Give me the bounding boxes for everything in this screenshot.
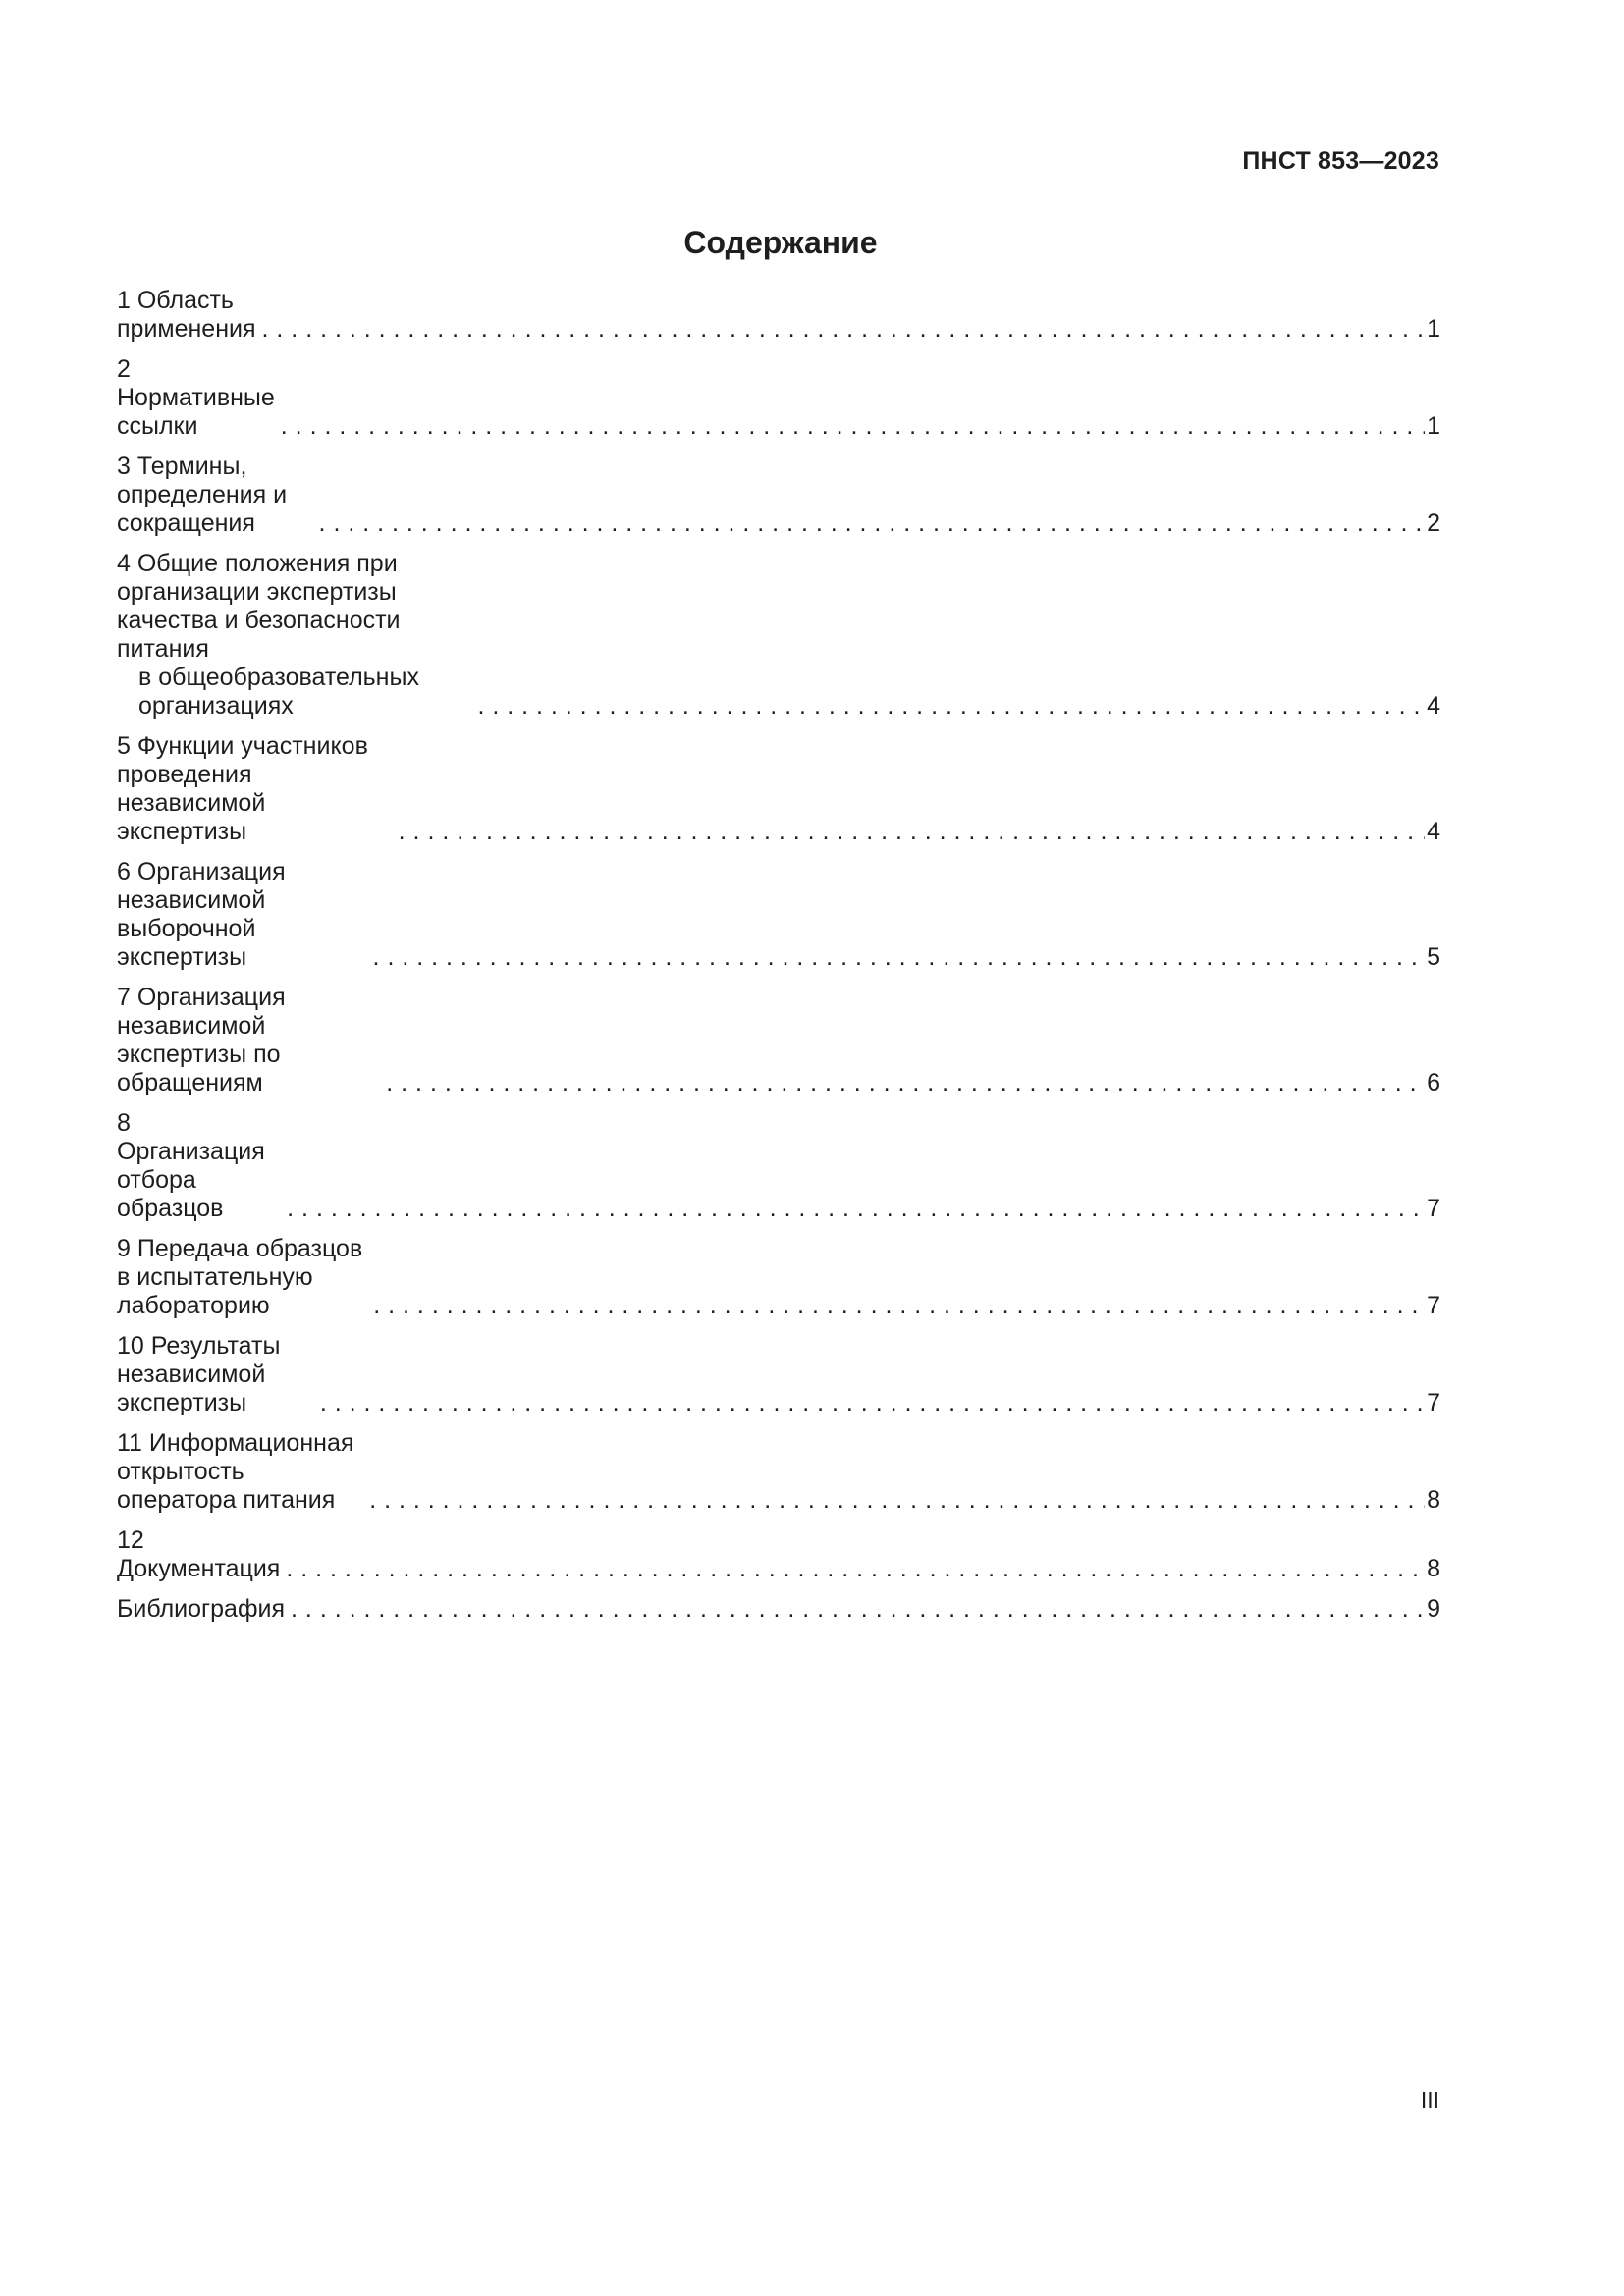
dot-leader <box>369 1486 1425 1515</box>
table-of-contents <box>117 287 1440 1635</box>
dot-leader <box>286 1555 1425 1583</box>
toc-entry-page: 9 <box>1427 1595 1440 1623</box>
toc-entry-text <box>117 550 471 721</box>
toc-entry-page: 6 <box>1427 1069 1440 1096</box>
document-code: ПНСТ 853—2023 <box>1242 147 1439 175</box>
toc-entry-scope[interactable] <box>117 287 1440 344</box>
toc-entry-sample-transfer[interactable] <box>117 1235 1440 1320</box>
page-number: III <box>1420 2087 1439 2112</box>
toc-entry-page: 4 <box>1427 692 1440 720</box>
toc-entry-text-line1: 4 Общие положения при организации экспертизы качества и безопасности питания <box>117 550 401 663</box>
toc-entry-text: 6 Организация независимой выборочной экспертизы <box>117 858 286 971</box>
toc-entry-page: 7 <box>1427 1389 1440 1416</box>
toc-entry-page: 7 <box>1427 1292 1440 1319</box>
toc-entry-sample-expertise[interactable] <box>117 858 1440 972</box>
dot-leader <box>373 943 1426 972</box>
dot-leader <box>287 1195 1425 1223</box>
toc-entry-text: 5 Функции участников проведения независимой экспертизы <box>117 732 368 845</box>
toc-entry-bibliography[interactable] <box>117 1595 1440 1624</box>
toc-entry-page: 5 <box>1427 943 1440 971</box>
dot-leader <box>319 509 1426 538</box>
toc-title: Содержание <box>683 225 878 260</box>
dot-leader <box>386 1069 1425 1097</box>
toc-entry-text: 8 Организация отбора образцов <box>117 1109 265 1222</box>
toc-entry-information-openness[interactable] <box>117 1429 1440 1515</box>
toc-entry-sampling[interactable] <box>117 1109 1440 1223</box>
toc-entry-text: 2 Нормативные ссылки <box>117 355 275 440</box>
toc-entry-general-provisions[interactable] <box>117 550 1440 721</box>
dot-leader <box>373 1292 1425 1320</box>
toc-entry-text: 3 Термины, определения и сокращения <box>117 453 288 537</box>
dot-leader <box>320 1389 1425 1417</box>
toc-entry-text: 1 Область применения <box>117 287 256 343</box>
toc-entry-text: 11 Информационная открытость оператора питания <box>117 1429 354 1514</box>
toc-entry-page: 4 <box>1427 818 1440 845</box>
dot-leader <box>281 412 1425 441</box>
dot-leader <box>477 692 1425 721</box>
dot-leader <box>291 1595 1425 1624</box>
toc-entry-text: 10 Результаты независимой экспертизы <box>117 1332 281 1416</box>
dot-leader <box>262 315 1426 344</box>
toc-entry-page: 1 <box>1427 315 1440 343</box>
toc-entry-normative-references[interactable] <box>117 355 1440 441</box>
toc-entry-text: 9 Передача образцов в испытательную лабораторию <box>117 1235 363 1319</box>
toc-entry-documentation[interactable] <box>117 1526 1440 1583</box>
toc-entry-appeals-expertise[interactable] <box>117 984 1440 1097</box>
toc-entry-page: 1 <box>1427 412 1440 440</box>
toc-entry-page: 7 <box>1427 1195 1440 1222</box>
toc-entry-page: 8 <box>1427 1555 1440 1582</box>
toc-entry-terms[interactable] <box>117 453 1440 538</box>
toc-entry-text: 7 Организация независимой экспертизы по обращениям <box>117 984 286 1096</box>
toc-entry-text: Библиография <box>117 1595 286 1623</box>
toc-entry-results[interactable] <box>117 1332 1440 1417</box>
toc-entry-page: 2 <box>1427 509 1440 537</box>
dot-leader <box>399 818 1425 846</box>
toc-entry-page: 8 <box>1427 1486 1440 1514</box>
toc-entry-text-line2: в общеобразовательных организациях <box>138 664 419 720</box>
toc-entry-participant-functions[interactable] <box>117 732 1440 846</box>
toc-entry-text: 12 Документация <box>117 1526 281 1582</box>
